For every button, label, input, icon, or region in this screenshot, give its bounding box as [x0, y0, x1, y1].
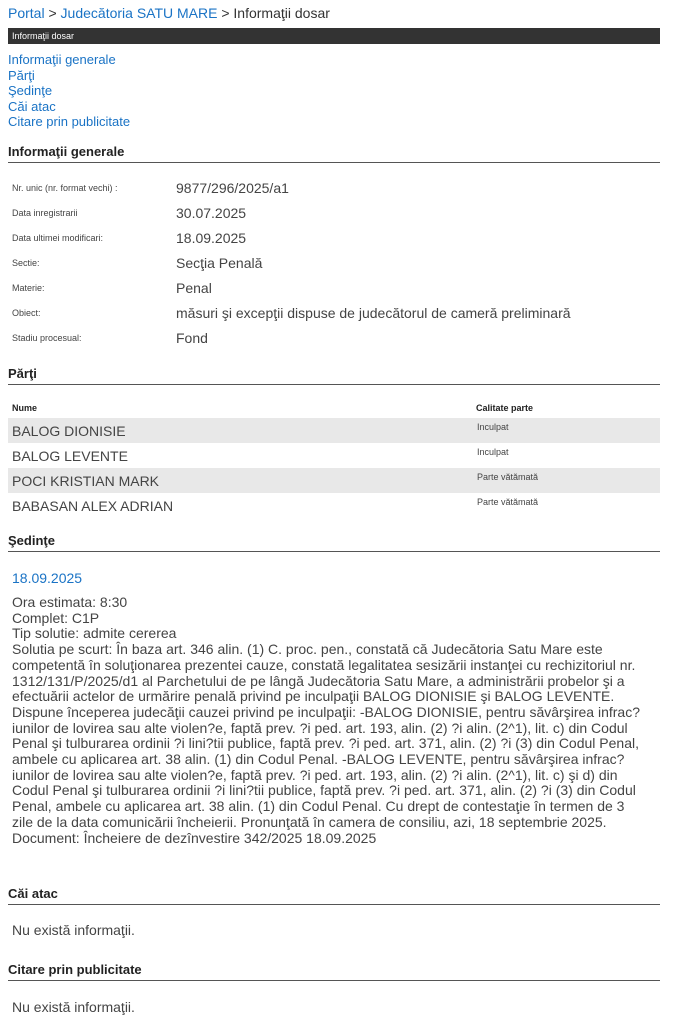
hearing-details [12, 595, 660, 846]
page-header-bar: Informaţii dosar [8, 28, 660, 44]
info-label: Nr. unic (nr. format vechi) : [12, 183, 118, 193]
info-value: măsuri şi excepţii dispuse de judecătorul de cameră preliminară [176, 305, 571, 321]
hearing-line: Penal şi tulburarea ordinii ?i lini?tii publice, faptă prev. ?i ped. art. 371, alin. (2) ?i (3) din Codul Penal, [12, 735, 639, 752]
table-row [8, 468, 660, 493]
hearing-line: Solutia pe scurt: În baza art. 346 alin. (1) C. proc. pen., constată că Judecătoria Satu Mare este [12, 641, 603, 658]
table-row [8, 443, 660, 468]
section-title-cai-atac: Căi atac [8, 886, 660, 905]
info-row [12, 255, 652, 278]
info-row [12, 330, 652, 353]
party-role: Parte vătămată [477, 472, 539, 482]
info-row [12, 305, 652, 328]
hearing-line: iunilor de lovirea sau alte violen?e, faptă prev. ?i ped. art. 193, alin. (2) ?i alin. (2^1), lit. c) din Codul [12, 719, 628, 736]
table-of-contents [8, 52, 130, 130]
toc-link-citare[interactable]: Citare prin publicitate [8, 114, 131, 129]
info-label: Obiect: [12, 308, 41, 318]
info-label: Materie: [12, 283, 45, 293]
party-role: Inculpat [477, 447, 509, 457]
hearing-line: efectuării actelor de urmărire penală privind pe inculpaţii BALOG DIONISIE şi BALOG LEVENTE. [12, 688, 615, 705]
hearing-line: Tip solutie: admite cererea [12, 625, 177, 642]
hearing-line: Penal, ambele cu aplicarea art. 38 alin. (1) din Codul Penal. Cu drept de contestaţie în termen de 3 [12, 798, 625, 815]
toc-link-sedinte[interactable]: Şedinţe [8, 83, 53, 98]
hearing-line: Document: Încheiere de dezînvestire 342/2025 18.09.2025 [12, 829, 377, 846]
breadcrumb [8, 5, 330, 21]
breadcrumb-portal-link[interactable]: Portal [8, 5, 45, 21]
breadcrumb-separator: > [48, 5, 57, 21]
hearing-line: zile de la data comunicării încheierii. Pronunţată în camera de consiliu, azi, 18 septembrie 2025. [12, 813, 607, 830]
section-title-general: Informaţii generale [8, 144, 660, 163]
breadcrumb-separator: > [221, 5, 230, 21]
info-row [12, 280, 652, 303]
party-role: Parte vătămată [477, 497, 539, 507]
hearing-date-link[interactable]: 18.09.2025 [12, 570, 83, 586]
info-label: Data inregistrarii [12, 208, 78, 218]
parti-column-name: Nume [12, 403, 38, 413]
hearing-line: competentă în soluţionarea prezentei cauze, constată legalitatea sesizării instanţei cu rechizitoriul nr. [12, 656, 636, 673]
hearing-line: iunilor de lovirea sau alte violen?e, faptă prev. ?i ped. art. 193, alin. (2) ?i alin. (2^1), lit. c) şi d) din [12, 766, 618, 783]
info-value: Fond [176, 330, 208, 346]
info-label: Sectie: [12, 258, 40, 268]
no-info-text: Nu există informaţii. [12, 922, 135, 938]
breadcrumb-current: Informaţii dosar [233, 5, 330, 21]
party-name: BABASAN ALEX ADRIAN [12, 498, 174, 514]
info-value: Secţia Penală [176, 255, 263, 271]
table-row [8, 493, 660, 518]
toc-link-general[interactable]: Informaţii generale [8, 52, 116, 67]
info-label: Data ultimei modificari: [12, 233, 104, 243]
info-value: Penal [176, 280, 212, 296]
hearing-line: Dispune începerea judecăţii cauzei privind pe inculpaţii: -BALOG DIONISIE, pentru săvârşirea infrac? [12, 703, 640, 720]
info-label: Stadiu procesual: [12, 333, 82, 343]
hearing-line: 1312/131/P/2025/d1 al Parchetului de pe lângă Judecătoria Satu Mare, a administrării probelor şi a [12, 672, 625, 689]
party-name: BALOG DIONISIE [12, 423, 126, 439]
hearing-line: Codul Penal şi tulburarea ordinii ?i lini?tii publice, faptă prev. ?i ped. art. 371, alin. (2) ?i (3) din Codul [12, 782, 636, 799]
info-value: 30.07.2025 [176, 205, 247, 221]
party-name: BALOG LEVENTE [12, 448, 128, 464]
table-row [8, 418, 660, 443]
toc-link-parti[interactable]: Părţi [8, 67, 35, 83]
party-name: POCI KRISTIAN MARK [12, 473, 160, 489]
info-value: 9877/296/2025/a1 [176, 180, 289, 196]
hearing-line: Ora estimata: 8:30 [12, 594, 128, 610]
breadcrumb-court-link[interactable]: Judecătoria SATU MARE [60, 5, 218, 21]
hearing-line: ambele cu aplicarea art. 38 alin. (1) din Codul Penal. -BALOG LEVENTE, pentru săvârşirea infrac? [12, 751, 625, 768]
info-value: 18.09.2025 [176, 230, 247, 246]
section-title-sedinte: Şedinţe [8, 533, 660, 552]
section-title-parti: Părţi [8, 366, 660, 385]
info-row [12, 180, 652, 203]
info-row [12, 205, 652, 228]
section-title-citare: Citare prin publicitate [8, 962, 660, 981]
party-role: Inculpat [477, 422, 509, 432]
info-row [12, 230, 652, 253]
no-info-text: Nu există informaţii. [12, 999, 135, 1015]
toc-link-cai-atac[interactable]: Căi atac [8, 98, 56, 114]
hearing-line: Complet: C1P [12, 609, 100, 626]
parti-column-role: Calitate parte [476, 403, 534, 413]
